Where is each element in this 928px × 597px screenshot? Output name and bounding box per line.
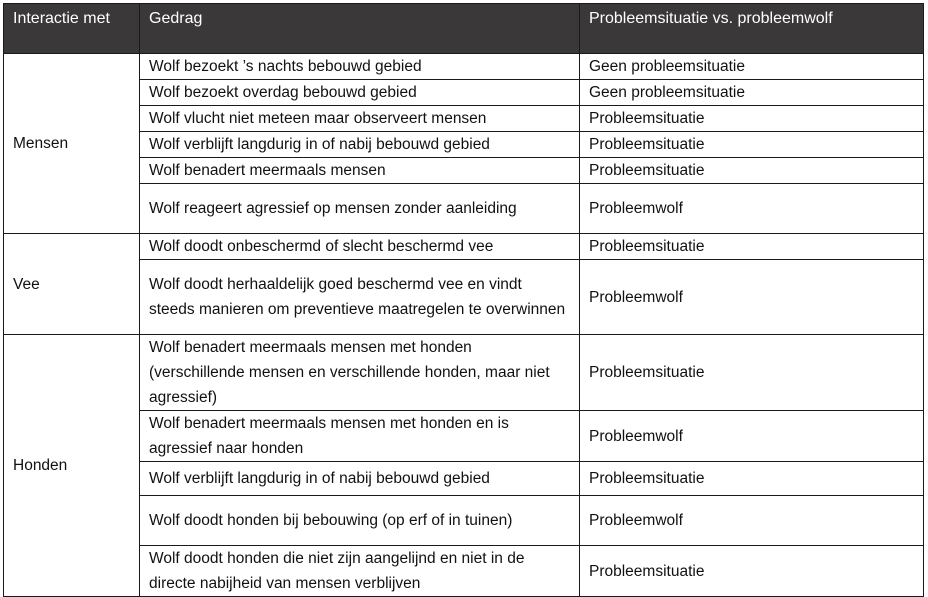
type-cell: Geen probleemsituatie [580,80,924,106]
gedrag-cell: Wolf bezoekt overdag bebouwd gebied [140,80,580,106]
table-row [4,496,924,546]
table-row [4,80,924,106]
gedrag-cell: Wolf doodt honden bij bebouwing (op erf of in tuinen) [140,496,580,546]
gedrag-cell: Wolf benadert meermaals mensen met honden en is agressief naar honden [140,411,580,462]
table-row [4,335,924,411]
type-cell: Probleemsituatie [580,462,924,496]
table-row [4,132,924,158]
type-cell: Probleemwolf [580,496,924,546]
table-row [4,462,924,496]
type-cell: Geen probleemsituatie [580,54,924,80]
type-cell: Probleemsituatie [580,158,924,184]
table-row [4,546,924,597]
type-cell: Probleemwolf [580,184,924,234]
type-cell: Probleemsituatie [580,132,924,158]
type-cell: Probleemsituatie [580,335,924,411]
group-label-mensen: Mensen [4,54,140,234]
table-row [4,184,924,234]
table-row [4,158,924,184]
table-row [4,411,924,462]
group-label-vee: Vee [4,234,140,335]
type-cell: Probleemwolf [580,411,924,462]
gedrag-cell: Wolf doodt herhaaldelijk goed beschermd vee en vindt steeds manieren om preventieve maatregelen te overwinnen [140,260,580,335]
gedrag-cell: Wolf benadert meermaals mensen [140,158,580,184]
header-probleemsituatie: Probleemsituatie vs. probleemwolf [580,4,924,54]
gedrag-cell: Wolf verblijft langdurig in of nabij bebouwd gebied [140,132,580,158]
table-row [4,54,924,80]
header-gedrag: Gedrag [140,4,580,54]
gedrag-cell: Wolf verblijft langdurig in of nabij bebouwd gebied [140,462,580,496]
gedrag-cell: Wolf benadert meermaals mensen met honden (verschillende mensen en verschillende honden, maar niet agressief) [140,335,580,411]
header-interactie-met: Interactie met [4,4,140,54]
gedrag-cell: Wolf reageert agressief op mensen zonder aanleiding [140,184,580,234]
type-cell: Probleemsituatie [580,106,924,132]
group-label-honden: Honden [4,335,140,597]
gedrag-cell: Wolf doodt onbeschermd of slecht beschermd vee [140,234,580,260]
gedrag-cell: Wolf vlucht niet meteen maar observeert mensen [140,106,580,132]
type-cell: Probleemsituatie [580,546,924,597]
table-row [4,260,924,335]
type-cell: Probleemsituatie [580,234,924,260]
table-row [4,234,924,260]
table-row [4,106,924,132]
table-header-row [4,4,924,54]
behaviour-table [3,3,924,597]
type-cell: Probleemwolf [580,260,924,335]
gedrag-cell: Wolf doodt honden die niet zijn aangelijnd en niet in de directe nabijheid van mensen verblijven [140,546,580,597]
gedrag-cell: Wolf bezoekt ’s nachts bebouwd gebied [140,54,580,80]
